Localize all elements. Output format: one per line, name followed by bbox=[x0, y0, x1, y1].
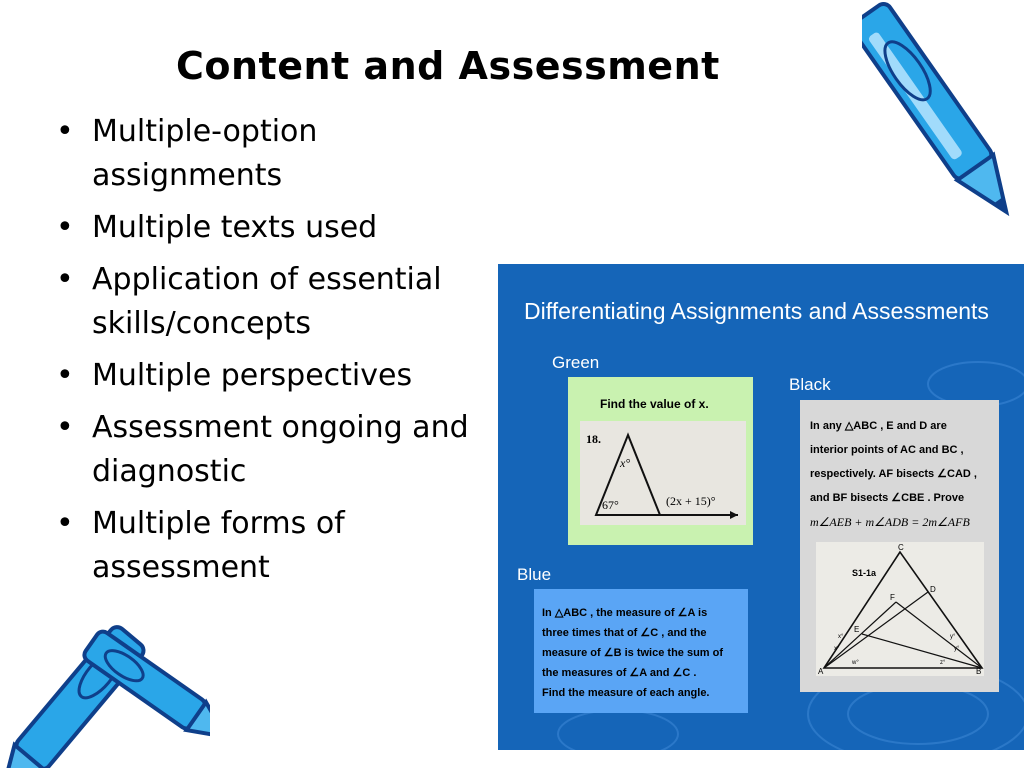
blue-label: Blue bbox=[517, 565, 552, 584]
triangle-figure bbox=[580, 421, 746, 525]
black-line-3: respectively. AF bisects ∠CAD , bbox=[810, 468, 977, 480]
vertex-b: B bbox=[976, 667, 982, 676]
black-line-2: interior points of AC and BC , bbox=[810, 444, 964, 456]
angle-mark: x° bbox=[834, 646, 840, 652]
list-item: • Multiple perspectives bbox=[56, 354, 496, 398]
triangle-diagram bbox=[580, 421, 746, 525]
green-problem-card bbox=[568, 377, 753, 545]
black-line-4: and BF bisects ∠CBE . Prove bbox=[810, 492, 965, 504]
blue-line-2: three times that of ∠C , and the bbox=[542, 627, 707, 639]
vertex-f: F bbox=[890, 593, 895, 602]
black-line-1: In any △ABC , E and D are bbox=[810, 420, 947, 432]
green-label: Green bbox=[552, 353, 600, 372]
black-label: Black bbox=[789, 375, 831, 394]
black-line-5: m∠AEB + m∠ADB = 2m∠AFB bbox=[810, 515, 970, 529]
list-item: • Multiple texts used bbox=[56, 206, 496, 250]
black-problem-text bbox=[810, 414, 996, 534]
black-problem-card bbox=[800, 400, 999, 692]
list-item: • Multiple-option assignments bbox=[56, 110, 496, 198]
figure-label: S1-1a bbox=[852, 568, 877, 578]
angle-mark: z° bbox=[940, 660, 946, 666]
blue-line-1: In △ABC , the measure of ∠A is bbox=[542, 607, 708, 619]
green-question: Find the value of x. bbox=[600, 397, 709, 411]
exterior-angle-label: (2x + 15)° bbox=[666, 494, 716, 508]
bullet-list bbox=[56, 110, 496, 598]
list-item: • Assessment ongoing and diagnostic bbox=[56, 406, 496, 494]
angle-67-label: 67° bbox=[602, 498, 619, 512]
vertex-a: A bbox=[818, 667, 824, 676]
angle-mark: x° bbox=[838, 634, 844, 640]
blue-line-3: measure of ∠B is twice the sum of bbox=[542, 647, 724, 659]
embedded-slide-image bbox=[498, 264, 1024, 750]
crayon-icon bbox=[0, 618, 210, 768]
angle-x-label: x° bbox=[620, 456, 631, 470]
proof-figure bbox=[816, 542, 984, 676]
vertex-d: D bbox=[930, 585, 936, 594]
problem-number: 18. bbox=[586, 432, 601, 446]
slide-title: Content and Assessment bbox=[176, 44, 720, 88]
proof-diagram bbox=[816, 542, 984, 676]
blue-problem-text bbox=[542, 603, 747, 703]
angle-mark: y° bbox=[950, 634, 956, 640]
crayon-icon bbox=[862, 0, 1024, 250]
angle-mark: y° bbox=[954, 646, 960, 652]
angle-mark: w° bbox=[852, 660, 859, 666]
vertex-e: E bbox=[854, 625, 860, 634]
list-item: • Multiple forms of assessment bbox=[56, 502, 496, 590]
blue-problem-card bbox=[534, 589, 748, 713]
vertex-c: C bbox=[898, 543, 904, 552]
list-item: • Application of essential skills/concepts bbox=[56, 258, 496, 346]
blue-line-5: Find the measure of each angle. bbox=[542, 687, 710, 699]
inset-title: Differentiating Assignments and Assessments bbox=[524, 298, 989, 324]
blue-line-4: the measures of ∠A and ∠C . bbox=[542, 667, 697, 679]
